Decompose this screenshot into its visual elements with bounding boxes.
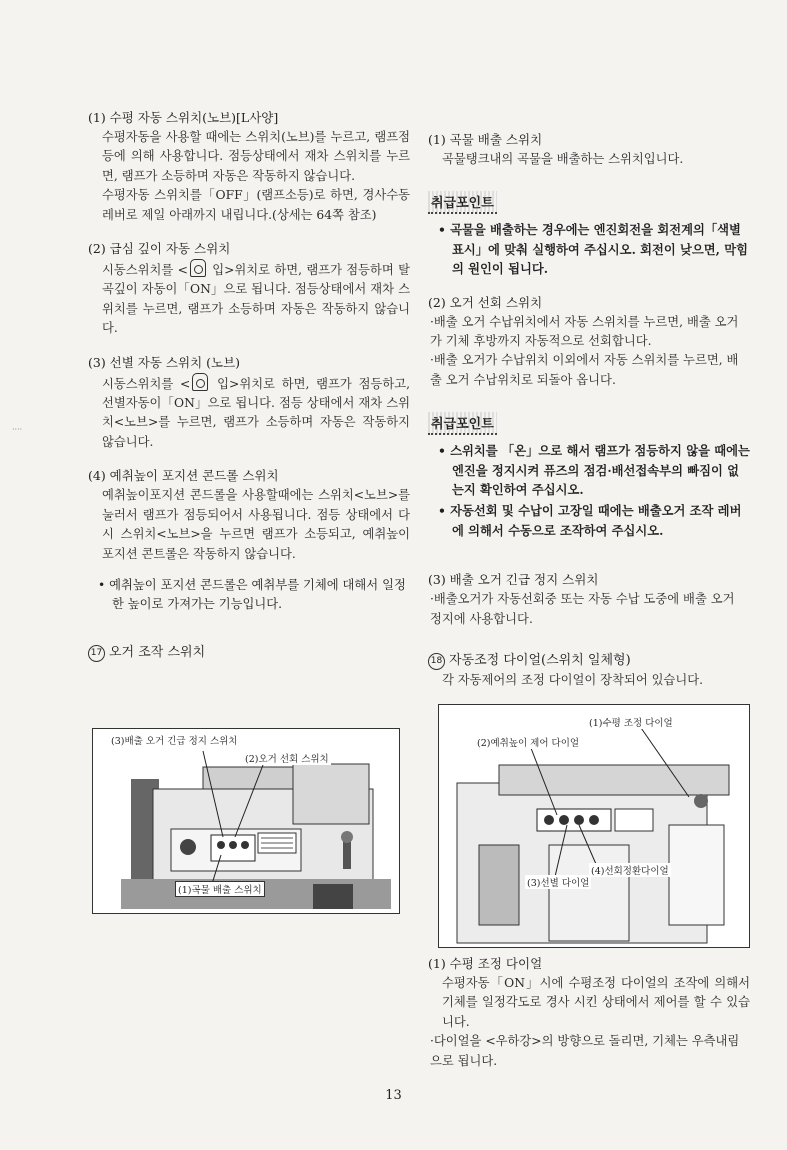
section-heading: (4) 예취높이 포지션 콘드롤 스위치 [88, 468, 279, 484]
section-auto-dial [428, 651, 750, 690]
section-body: 수평자동「ON」시에 수평조정 다이얼의 조작에 의해서 기체를 일정각도로 경사 시킨 상태에서 제어를 할 수 있습니다. [442, 976, 750, 1029]
section-grain-discharge [428, 130, 750, 169]
handling-point-1 [428, 183, 750, 278]
section-depth-auto-switch [88, 239, 410, 339]
section-body: 시동스위치를 < 입>위치로 하면, 램프가 점등하고, 선별자동이「ON」으로 됩니다. 점등 상태에서 재차 스위치<노브>를 누르면, 램프가 소등하며 자동은 작동하지 않습니다. [102, 373, 410, 453]
section-bullet: • 예취높이 포지션 콘드롤은 예취부를 기체에 대해서 일정한 높이로 가져가는 기능입니다. [98, 577, 406, 612]
page-number: 13 [385, 1088, 402, 1103]
section-sorting-auto-switch [88, 353, 410, 453]
section-body: ·배출 오거 수납위치에서 자동 스위치를 누르면, 배출 오거가 기체 후방까지 자동적으로 선회합니다. [430, 314, 739, 349]
section-auger-switch [88, 643, 410, 662]
section-auger-turn [428, 293, 750, 391]
label-level-dial: (1)수평 조정 다이얼 [587, 715, 675, 729]
section-body: ·배출 오거가 수납위치 이외에서 자동 스위치를 누르면, 배출 오거 수납위치로 되돌아 옵니다. [430, 353, 739, 387]
handling-point-title: 취급포인트 [428, 412, 497, 435]
key-on-icon [190, 259, 206, 277]
auger-switch-figure [92, 728, 400, 914]
label-emergency-stop: (3)배출 오거 긴급 정지 스위치 [109, 733, 239, 747]
circled-number: 18 [428, 653, 445, 670]
section-heading: 18 자동조정 다이얼(스위치 일체형) [428, 651, 750, 670]
section-body: 곡물탱크내의 곡물을 배출하는 스위치입니다. [442, 152, 684, 166]
section-heading: (2) 급심 깊이 자동 스위치 [88, 241, 231, 257]
section-heading: (1) 곡물 배출 스위치 [428, 132, 543, 147]
right-column [428, 130, 750, 705]
handling-point-2 [428, 404, 750, 540]
section-cutting-height-switch [88, 466, 410, 614]
circled-number: 17 [88, 645, 105, 662]
section-heading: (3) 배출 오거 긴급 정지 스위치 [428, 572, 599, 588]
label-grain-discharge: (1)곡물 배출 스위치 [175, 881, 265, 897]
section-heading: (1) 수평 자동 스위치(노브)[L사양] [88, 110, 279, 125]
section-body: 수평자동을 사용할 때에는 스위치(노브)를 누르고, 램프점등에 의해 사용합니다. 점등상태에서 재차 스위치를 누르면, 램프가 소등하며 자동은 작동하지 않습니다. [102, 130, 410, 183]
label-height-dial: (2)예취높이 제어 다이얼 [475, 735, 581, 749]
section-heading: 17 오거 조작 스위치 [88, 643, 410, 662]
margin-mark: ···· [12, 425, 23, 434]
label-auger-turn: (2)오거 선회 스위치 [243, 751, 331, 765]
handling-point-bullet: • 자동선회 및 수납이 고장일 때에는 배출오거 조작 레버에 의해서 수동으로 조작하여 주십시오. [438, 503, 742, 538]
section-heading: (1) 수평 조정 다이얼 [428, 956, 543, 971]
section-body: ·다이얼을 <우하강>의 방향으로 돌리면, 기체는 우측내림으로 됩니다. [430, 1034, 740, 1068]
label-sorting-dial: (3)선별 다이얼 [525, 875, 591, 889]
handling-point-bullet: • 곡물을 배출하는 경우에는 엔진회전을 회전계의「색별표시」에 맞춰 실행하여 주십시오. 회전이 낮으면, 막힘의 원인이 됩니다. [438, 222, 749, 277]
section-body: 예취높이포지션 콘드롤을 사용할때에는 스위치<노브>를 눌러서 램프가 점등되어서 사용됩니다. 점등 상태에서 다시 스위치<노브>을 누르면 램프가 소등되고, 예취높이 포지션 콘트롤은 작동하지 않습니다. [102, 488, 410, 561]
section-body: ·배출오거가 자동선회중 또는 자동 수납 도중에 배출 오거 정지에 사용합니다. [430, 592, 735, 626]
section-heading: (3) 선별 자동 스위치 (노브) [88, 354, 241, 370]
section-emergency-stop [428, 570, 750, 629]
handling-point-title: 취급포인트 [428, 191, 497, 214]
section-heading: (2) 오거 선회 스위치 [428, 294, 543, 310]
section-body: 시동스위치를 < 입>위치로 하면, 램프가 점등하며 탈곡깊이 자동이「ON」으로 됩니다. 점등상태에서 재차 스위치를 누르면, 램프가 소등하며 자동은 작동하지 않습니다. [102, 259, 410, 339]
auto-dial-figure [438, 704, 750, 948]
section-body: 각 자동제어의 조정 다이얼이 장착되어 있습니다. [442, 673, 704, 688]
label-turn-dial: (4)선회정환다이얼 [589, 863, 671, 877]
section-level-dial [428, 954, 750, 1071]
handling-point-bullet: • 스위치를 「온」으로 해서 램프가 점등하지 않을 때에는 엔진을 정지시켜 퓨즈의 점검·배선접속부의 빠짐이 없는지 확인하여 주십시오. [438, 443, 750, 498]
section-body: 수평자동 스위치를「OFF」(램프소등)로 하면, 경사수동 레버로 제일 아래까지 내립니다.(상세는 64쪽 참조) [102, 188, 410, 222]
key-on-icon [192, 373, 208, 391]
section-level-auto-switch [88, 108, 410, 225]
left-column [88, 108, 410, 676]
